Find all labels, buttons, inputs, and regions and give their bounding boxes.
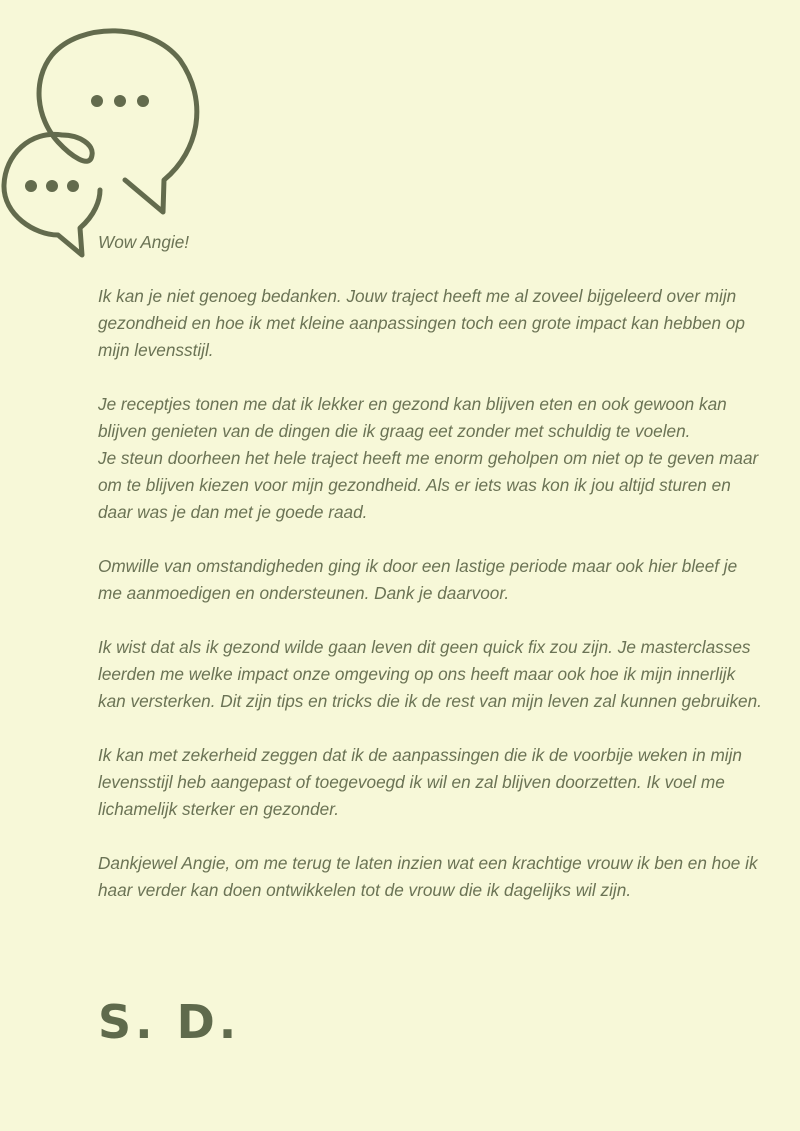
dot: [91, 95, 103, 107]
paragraph: Ik wist dat als ik gezond wilde gaan leven dit geen quick fix zou zijn. Je masterclasses leerden me welke impact onze omgeving op ons heeft maar ook hoe ik mijn innerlijk kan versterken. Dit zijn tips en tricks die ik de rest van mijn leven zal kunnen gebruiken.: [98, 637, 762, 711]
paragraph: Je receptjes tonen me dat ik lekker en gezond kan blijven eten en ook gewoon kan blijven genieten van de dingen die ik graag eet zonder met schuldig te voelen. Je steun doorheen het hele traject heeft me enorm geholpen om niet op te geven maar om te blijven kiezen voor mijn gezondheid. Als er iets was kon ik jou altijd sturen en daar was je dan met je goede raad.: [98, 394, 759, 522]
paragraph: Dankjewel Angie, om me terug te laten inzien wat een krachtige vrouw ik ben en hoe ik haar verder kan doen ontwikkelen tot de vrouw die ik dagelijks wil zijn.: [98, 853, 758, 900]
paragraph: Omwille van omstandigheden ging ik door een lastige periode maar ook hier bleef je me aanmoedigen en ondersteunen. Dank je daarvoor.: [98, 556, 738, 603]
dot: [46, 180, 58, 192]
paragraph: Ik kan met zekerheid zeggen dat ik de aanpassingen die ik de voorbije weken in mijn levensstijl heb aangepast of toegevoegd ik wil en zal blijven doorzetten. Ik voel me lichamelijk sterker en gezonder.: [98, 745, 742, 819]
dot: [25, 180, 37, 192]
dot: [137, 95, 149, 107]
large-bubble-outline: [39, 31, 197, 212]
dot: [67, 180, 79, 192]
paragraph: Ik kan je niet genoeg bedanken. Jouw traject heeft me al zoveel bijgeleerd over mijn gezondheid en hoe ik met kleine aanpassingen toch een grote impact kan hebben op mijn levensstijl.: [98, 286, 745, 360]
signature: S. D.: [98, 995, 241, 1049]
letter-body: [98, 229, 763, 931]
dot: [114, 95, 126, 107]
small-bubble-outline: [4, 134, 100, 255]
greeting: Wow Angie!: [98, 232, 190, 252]
speech-bubbles-icon: [0, 22, 210, 262]
